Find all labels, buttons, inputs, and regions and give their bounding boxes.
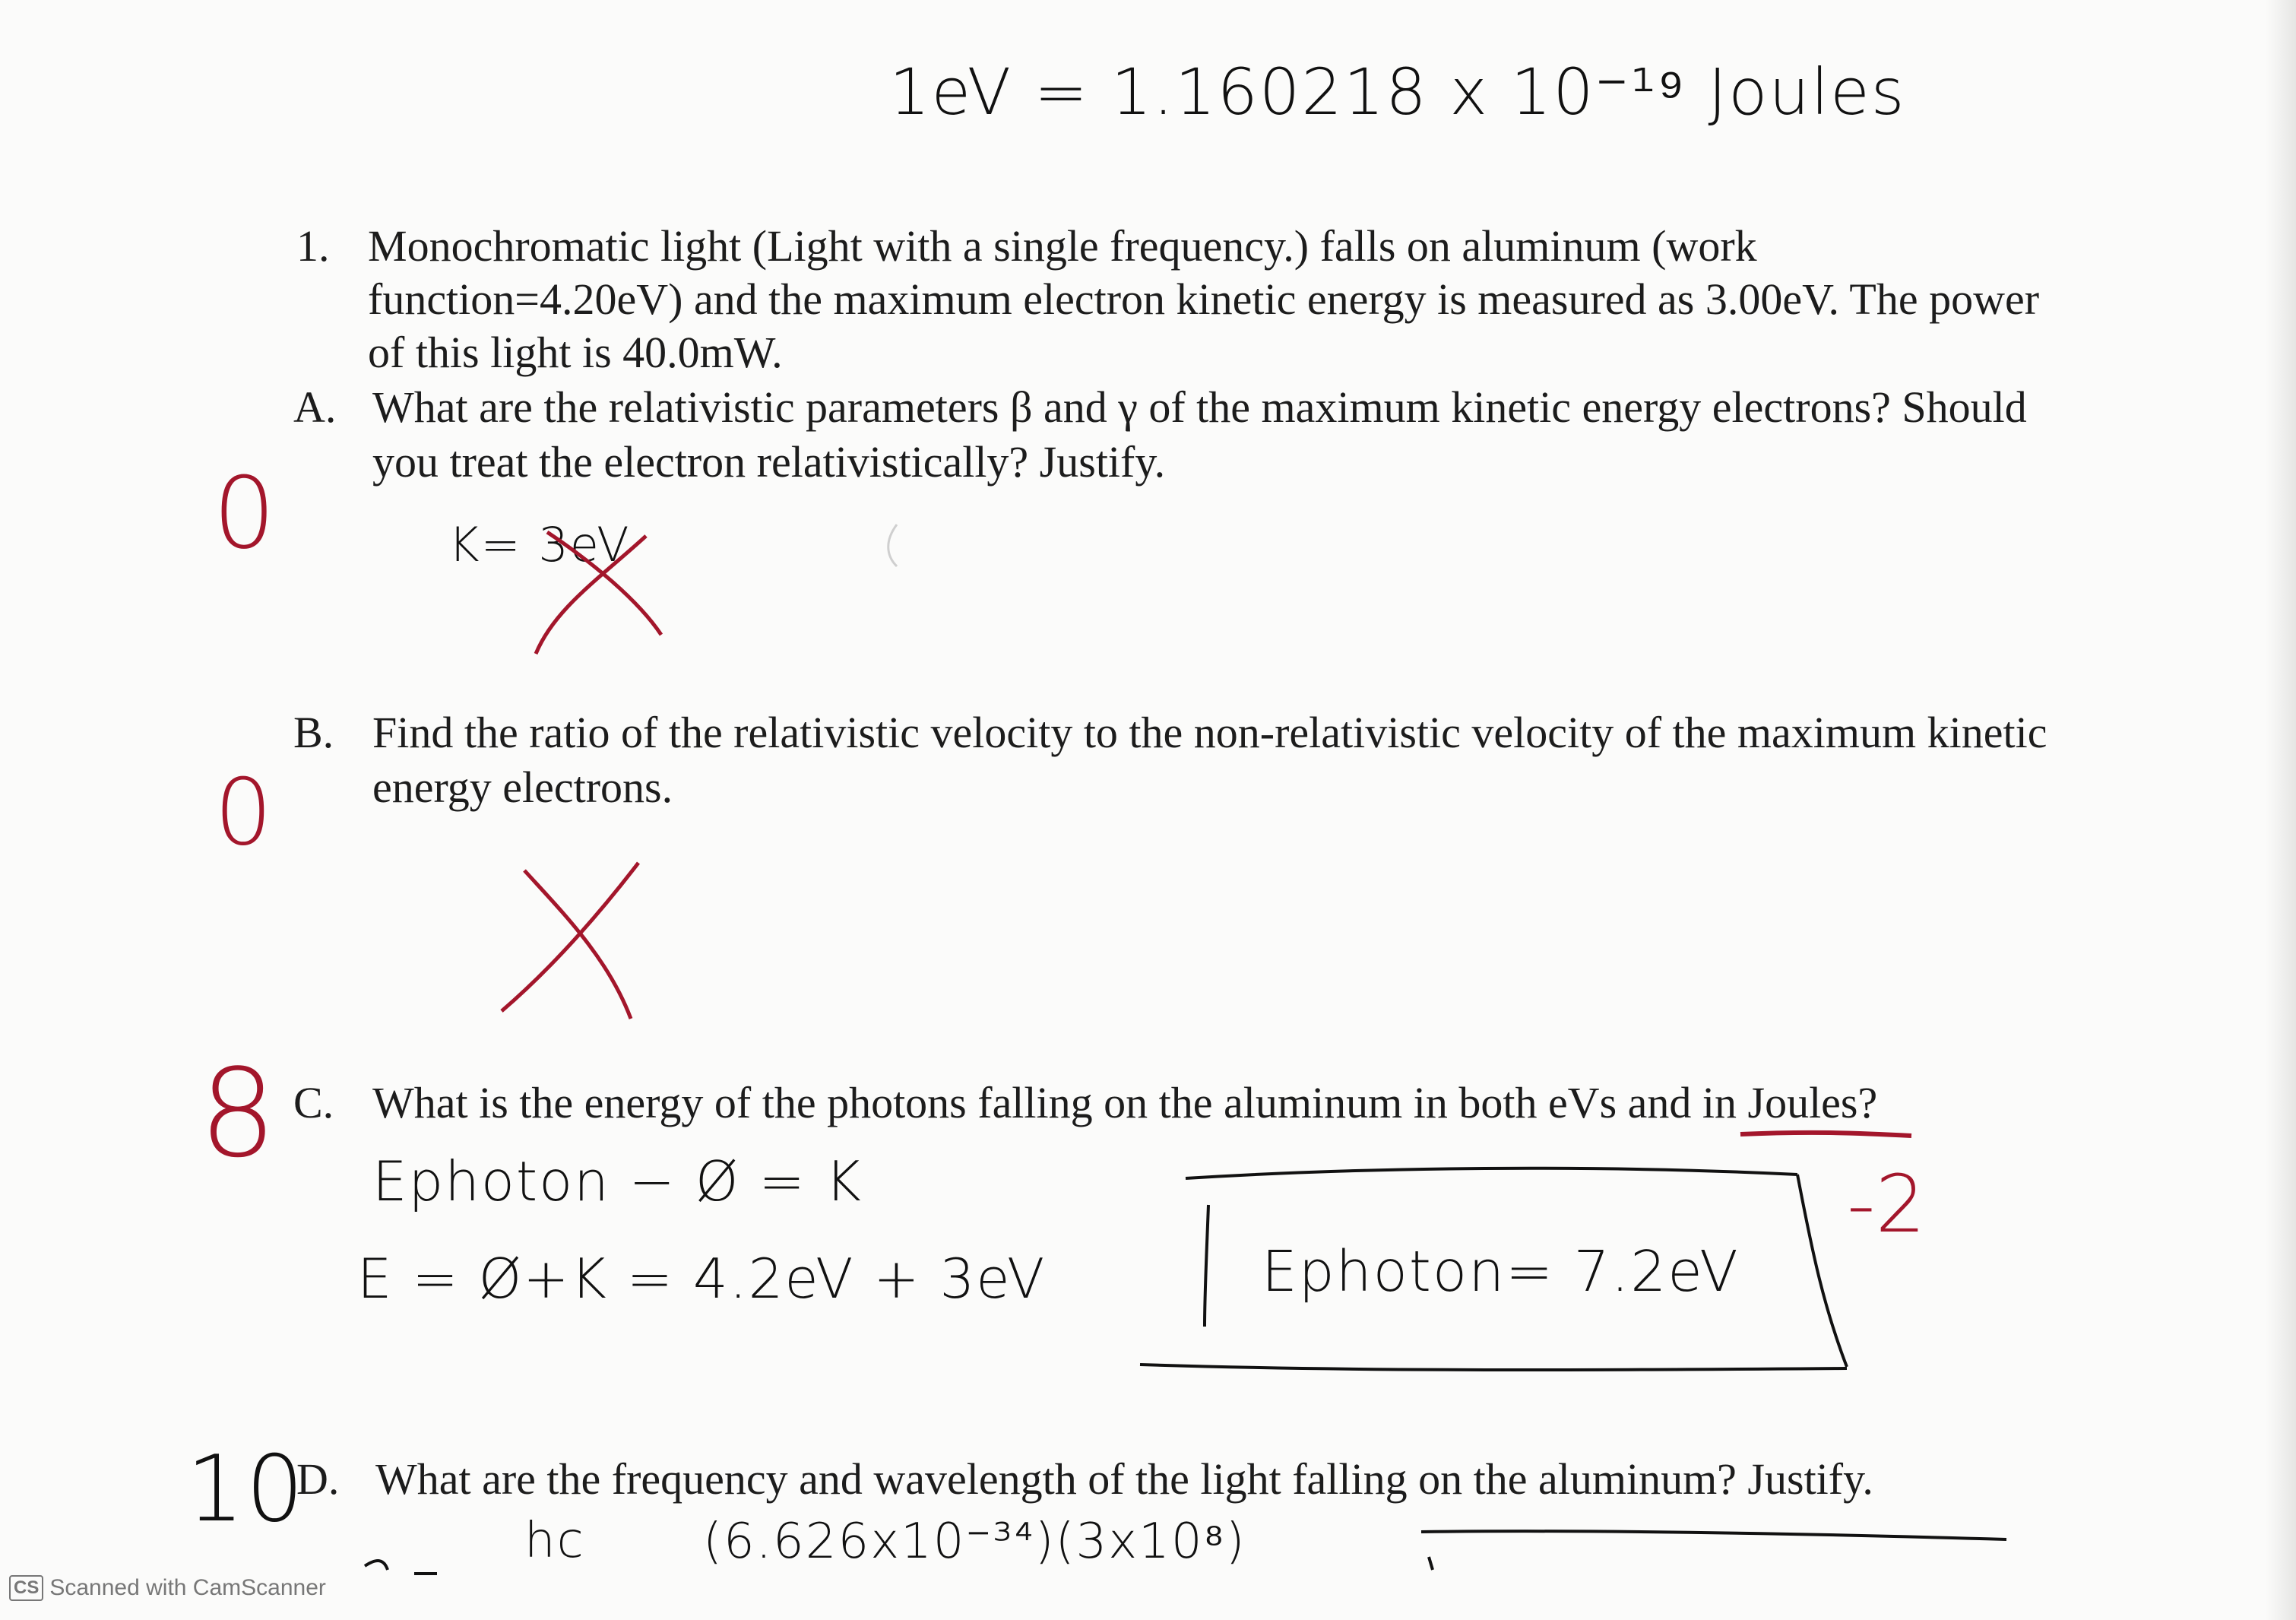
problem-text-line-2: function=4.20eV) and the maximum electron kinetic energy is measured as 3.00eV. The power (368, 274, 2040, 324)
part-b-text-line-1: Find the ratio of the relativistic velocity to the non-relativistic velocity of the maximum kinetic (372, 708, 2047, 757)
part-d-work-line-2: (6.626x10⁻³⁴)(3x10⁸) (703, 1514, 1246, 1570)
part-d-answer-box-top (1421, 1531, 2006, 1539)
part-c-answer-box-left (1205, 1205, 1208, 1327)
part-a-grade: 0 (213, 455, 276, 571)
problem-text-line-1: Monochromatic light (Light with a single frequency.) falls on aluminum (work (368, 221, 1757, 271)
part-c-letter: C. (293, 1078, 334, 1127)
part-c-work-line-2: E = Ø+K = 4.2eV + 3eV (357, 1247, 1047, 1311)
part-b-text-line-2: energy electrons. (372, 762, 673, 812)
part-c-grade: 8 (199, 1042, 277, 1184)
conversion-note: 1eV = 1.160218 x 10⁻¹⁹ Joules (889, 55, 1906, 129)
camscanner-text: Scanned with CamScanner (49, 1575, 326, 1600)
part-d-work-line-1: hc (524, 1513, 585, 1569)
problem-number: 1. (296, 221, 330, 271)
part-a-text-line-2: you treat the electron relativistically? Justify. (372, 437, 1166, 487)
part-d-lambda-mark (365, 1561, 388, 1570)
part-c-red-underline (1740, 1133, 1911, 1136)
part-a-work: K= 3eV (448, 517, 631, 572)
part-c-work-line-1: Ephoton − Ø = K (372, 1149, 863, 1213)
part-c-deduction: -2 (1847, 1158, 1926, 1251)
part-d-letter: D. (296, 1454, 340, 1504)
part-c-answer-box-top (1186, 1168, 1797, 1178)
part-a-red-x (547, 532, 661, 635)
part-d-text-line-1: What are the frequency and wavelength of the light falling on the aluminum? Justify. (375, 1454, 1873, 1504)
camscanner-logo: CS (9, 1575, 43, 1601)
part-c-text-line-1: What is the energy of the photons falling on the aluminum in both eVs and in Joules? (372, 1078, 1878, 1127)
part-c-answer: Ephoton= 7.2eV (1262, 1239, 1740, 1305)
part-b-grade: 0 (214, 760, 273, 866)
part-a-red-x-stroke-2 (536, 536, 646, 654)
part-c-answer-box-right (1797, 1175, 1847, 1367)
part-a-text-line-1: What are the relativistic parameters β and γ of the maximum kinetic energy electrons? Should (372, 382, 2027, 432)
problem-text-line-3: of this light is 40.0mW. (368, 328, 783, 377)
scanner-watermark (9, 1575, 326, 1601)
part-d-answer-box-left (1429, 1557, 1433, 1570)
part-b-letter: B. (293, 708, 334, 757)
part-d-grade: 10 (186, 1437, 306, 1542)
part-c-answer-box-bottom (1140, 1365, 1847, 1370)
part-a-faint-paren (888, 525, 897, 566)
part-a-letter: A. (293, 382, 337, 432)
